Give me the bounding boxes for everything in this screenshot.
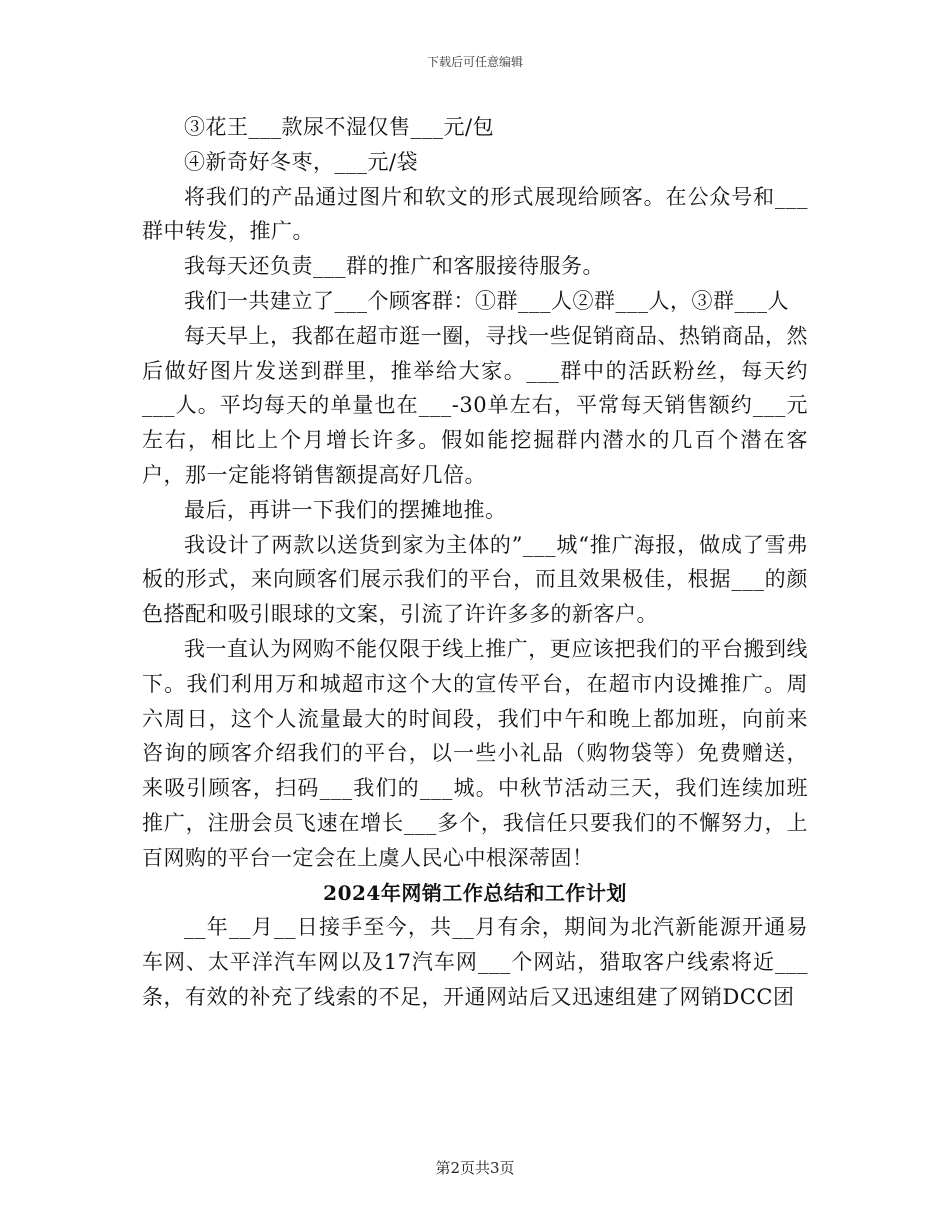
paragraph: 我设计了两款以送货到家为主体的”___城“推广海报，做成了雪弗板的形式，来向顾客们展示我们的平台，而且效果极佳，根据___的颜色搭配和吸引眼球的文案，引流了许许多多的新客户。 (142, 532, 808, 627)
paragraph: ③花王___款尿不湿仅售___元/包 (184, 115, 495, 139)
paragraph: 每天早上，我都在超市逛一圈，寻找一些促销商品、热销商品，然后做好图片发送到群里，推举给大家。___群中的活跃粉丝，每天约___人。平均每天的单量也在___-30单左右，平常每天销售额约___元左右，相比上个月增长许多。假如能挖掘群内潜水的几百个潜在客户，那一定能将销售额提高好几倍。 (142, 323, 808, 487)
section-title: 2024年网销工作总结和工作计划 (323, 880, 627, 905)
page-header: 下载后可任意编辑 (426, 55, 523, 69)
page-footer: 第2页共3页 (435, 1159, 515, 1177)
paragraph: 我一直认为网购不能仅限于线上推广，更应该把我们的平台搬到线下。我们利用万和城超市这个大的宣传平台，在超市内设摊推广。周六周日，这个人流量最大的时间段，我们中午和晚上都加班，向前来咨询的顾客介绍我们的平台，以一些小礼品（购物袋等）免费赠送，来吸引顾客，扫码___我们的___城。中秋节活动三天，我们连续加班推广，注册会员飞速在增长___多个，我信任只要我们的不懈努力，上百网购的平台一定会在上虞人民心中根深蒂固！ (142, 636, 808, 870)
paragraph: 将我们的产品通过图片和软文的形式展现给顾客。在公众号和___群中转发，推广。 (142, 184, 808, 244)
paragraph: 我们一共建立了___个顾客群：①群___人②群___人，③群___人 (184, 288, 789, 313)
paragraph: ④新奇好冬枣，___元/袋 (184, 149, 419, 174)
paragraph: __年__月__日接手至今，共__月有余，期间为北汽新能源开通易车网、太平洋汽车网以及17汽车网___个网站，猎取客户线索将近___条，有效的补充了线索的不足，开通网站后又迅速组建了网销DCC团 (142, 915, 808, 1009)
document-body (142, 110, 808, 1015)
paragraph: 最后，再讲一下我们的摆摊地推。 (184, 497, 507, 522)
paragraph: 我每天还负责___群的推广和客服接待服务。 (184, 254, 604, 279)
